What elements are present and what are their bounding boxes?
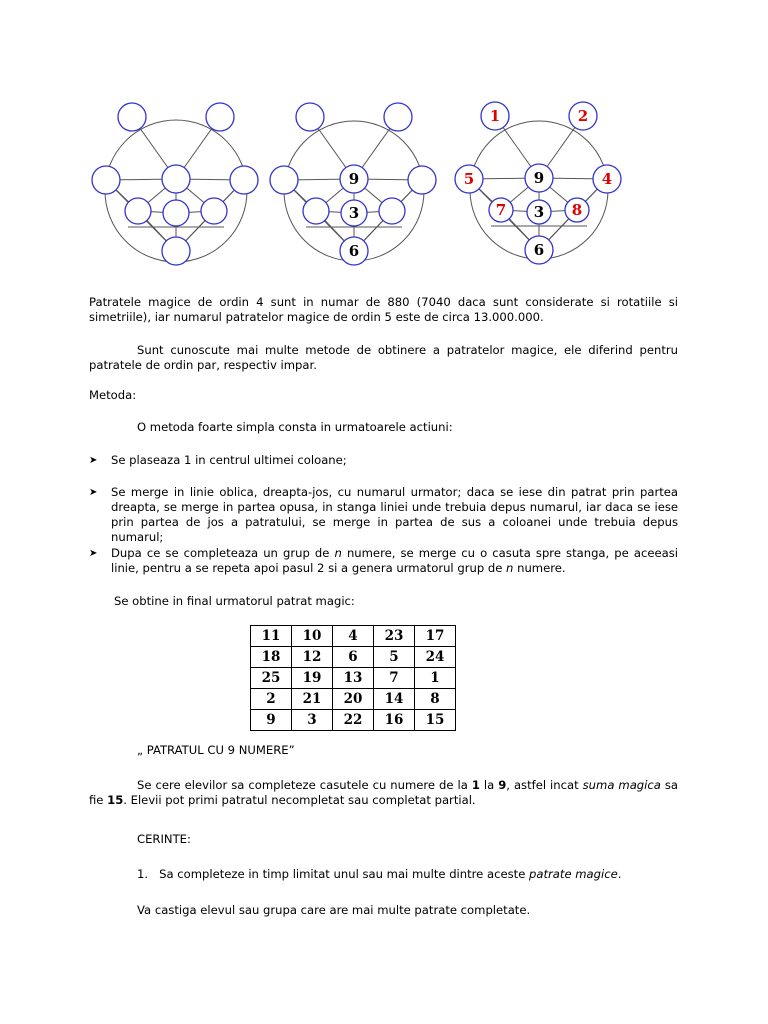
- magic-square-row: [251, 668, 456, 689]
- node-number: 2: [577, 107, 589, 125]
- arrow-bullet-icon: ➤: [89, 487, 98, 498]
- magic-square-table: [250, 625, 456, 731]
- magic-circle-diagram-partial: [270, 103, 436, 265]
- node-number: 5: [463, 170, 475, 188]
- node-number: 8: [571, 201, 583, 219]
- node-circle: [92, 166, 120, 194]
- magic-square-cell: 7: [374, 668, 415, 689]
- node-number: 4: [601, 170, 613, 188]
- magic-square-cell: 11: [251, 626, 292, 647]
- paragraph-magic-square-count: Patratele magice de ordin 4 sunt in numar de 880 (7040 daca sunt considerate si rotatiile si simetriile), iar numarul patratelor magice de ordin 5 este de circa 13.000.000.: [89, 295, 678, 324]
- magic-square-cell: 23: [374, 626, 415, 647]
- paragraph-winner: Va castiga elevul sau grupa care are mai multe patrate completate.: [137, 903, 531, 917]
- magic-square-row: [251, 626, 456, 647]
- node-circle: [230, 166, 258, 194]
- magic-square-cell: 8: [415, 689, 456, 710]
- arrow-bullet-icon: ➤: [89, 455, 98, 466]
- requirements-heading: CERINTE:: [137, 832, 191, 846]
- node-number: 7: [495, 201, 507, 219]
- magic-square-cell: 20: [333, 689, 374, 710]
- magic-square-cell: 12: [292, 647, 333, 668]
- magic-square-row: [251, 710, 456, 731]
- node-circle: [206, 103, 234, 131]
- node-circle: [162, 237, 190, 265]
- paragraph-final-square: Se obtine in final urmatorul patrat magic:: [114, 594, 355, 608]
- magic-square-row: [251, 647, 456, 668]
- magic-square-cell: 3: [292, 710, 333, 731]
- arrow-bullet-icon: ➤: [89, 548, 98, 559]
- node-circle: [270, 166, 298, 194]
- node-circle: [408, 166, 436, 194]
- magic-square-row: [251, 689, 456, 710]
- node-circle: [201, 198, 227, 224]
- node-number: 9: [533, 169, 545, 187]
- magic-circle-diagram-empty: [92, 103, 258, 265]
- requirement-item-1: 1. Sa completeze in timp limitat unul sau mai multe dintre aceste patrate magice.: [137, 867, 622, 881]
- magic-square-cell: 25: [251, 668, 292, 689]
- magic-square-cell: 4: [333, 626, 374, 647]
- node-circle: [163, 200, 189, 226]
- node-circle: [162, 165, 190, 193]
- magic-square-cell: 6: [333, 647, 374, 668]
- magic-square-cell: 14: [374, 689, 415, 710]
- magic-circle-diagram-solved: [455, 102, 621, 264]
- node-number: 9: [348, 170, 360, 188]
- magic-square-cell: 22: [333, 710, 374, 731]
- magic-square-cell: 1: [415, 668, 456, 689]
- magic-square-cell: 10: [292, 626, 333, 647]
- node-number: 1: [489, 107, 501, 125]
- node-number: 3: [348, 204, 360, 222]
- node-circle: [384, 103, 412, 131]
- section-title-9-numbers: „ PATRATUL CU 9 NUMERE”: [137, 743, 295, 757]
- node-number: 6: [533, 241, 545, 259]
- node-circle: [296, 103, 324, 131]
- magic-square-cell: 9: [251, 710, 292, 731]
- bullet-step-1: Se plaseaza 1 in centrul ultimei coloane;: [111, 453, 347, 467]
- node-circle: [303, 198, 329, 224]
- magic-square-cell: 5: [374, 647, 415, 668]
- magic-square-cell: 18: [251, 647, 292, 668]
- node-circle: [125, 198, 151, 224]
- node-circle: [118, 103, 146, 131]
- magic-square-cell: 24: [415, 647, 456, 668]
- magic-circle-diagrams: [0, 0, 768, 280]
- magic-square-cell: 2: [251, 689, 292, 710]
- paragraph-methods-intro: Sunt cunoscute mai multe metode de obtinere a patratelor magice, ele diferind pentru patratele de ordin par, respectiv impar.: [89, 343, 678, 372]
- magic-square-cell: 21: [292, 689, 333, 710]
- magic-square-cell: 16: [374, 710, 415, 731]
- paragraph-task-description: Se cere elevilor sa completeze casutele cu numere de la 1 la 9, astfel incat suma magica sa fie 15. Elevii pot primi patratul necompletat sau completat partial.: [89, 778, 679, 807]
- node-circle: [379, 198, 405, 224]
- bullet-step-3: Dupa ce se completeaza un grup de n numere, se merge cu o casuta spre stanga, pe aceeasi linie, pentru a se repeta apoi pasul 2 si a genera urmatorul grup de n numere.: [111, 546, 678, 575]
- paragraph-method-heading: Metoda:: [89, 388, 137, 402]
- node-number: 3: [533, 203, 545, 221]
- magic-square-cell: 15: [415, 710, 456, 731]
- magic-square-cell: 13: [333, 668, 374, 689]
- magic-square-cell: 19: [292, 668, 333, 689]
- paragraph-method-simple: O metoda foarte simpla consta in urmatoarele actiuni:: [137, 420, 453, 434]
- bullet-step-2: Se merge in linie oblica, dreapta-jos, cu numarul urmator; daca se iese din patrat prin partea dreapta, se merge in partea opusa, in stanga liniei unde trebuia depus numarul, iar daca se iese prin partea de jos a patratului, se merge in partea de sus a coloanei unde trebuia depus numarul;: [111, 485, 678, 544]
- magic-square-cell: 17: [415, 626, 456, 647]
- node-number: 6: [348, 242, 360, 260]
